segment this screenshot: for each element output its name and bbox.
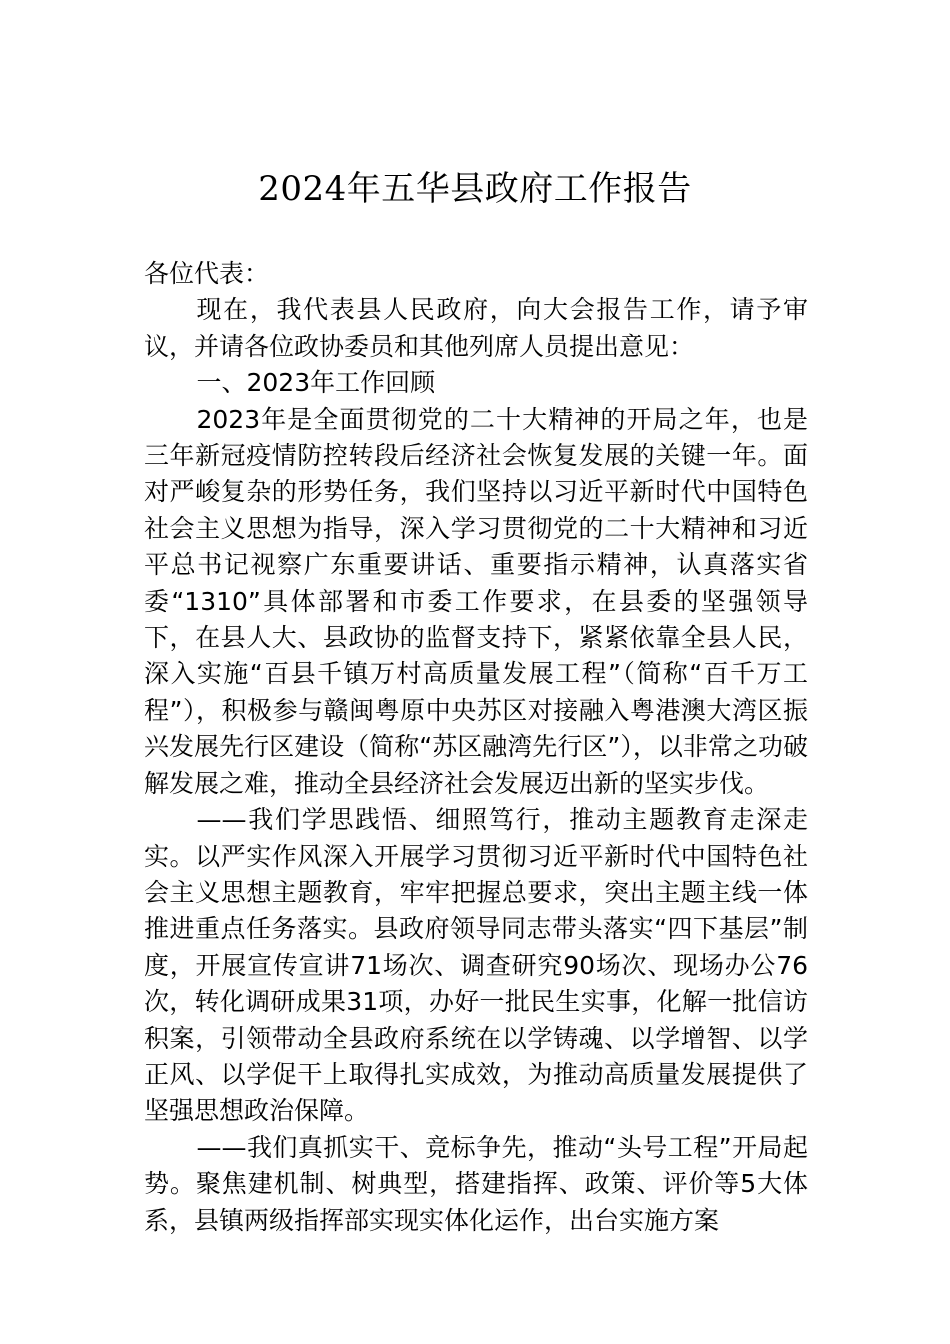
document-body [144,256,808,1239]
theme-education-paragraph: ——我们学思践悟、细照笃行，推动主题教育走深走实。以严实作风深入开展学习贯彻习近平新时代中国特色社会主义思想主题教育，牢牢把握总要求，突出主题主线一体推进重点任务落实。县政府领导同志带头落实“四下基层”制度，开展宣传宣讲71场次、调查研究90场次、现场办公76次，转化调研成果31项，办好一批民生实事，化解一批信访积案，引领带动全县政府系统在以学铸魂、以学增智、以学正风、以学促干上取得扎实成效，为推动高质量发展提供了坚强思想政治保障。 [144,805,808,1126]
overview-paragraph: 2023年是全面贯彻党的二十大精神的开局之年，也是三年新冠疫情防控转段后经济社会恢复发展的关键一年。面对严峻复杂的形势任务，我们坚持以习近平新时代中国特色社会主义思想为指导，深入学习贯彻党的二十大精神和习近平总书记视察广东重要讲话、重要指示精神，认真落实省委“1310”具体部署和市委工作要求，在县委的坚强领导下，在县人大、县政协的监督支持下，紧紧依靠全县人民，深入实施“百县千镇万村高质量发展工程”（简称“百千万工程”），积极参与赣闽粤原中央苏区对接融入粤港澳大湾区振兴发展先行区建设（简称“苏区融湾先行区”），以非常之功破解发展之难，推动全县经济社会发展迈出新的坚实步伐。 [144,404,808,798]
section-heading: 一、2023年工作回顾 [196,368,436,398]
document-title: 2024年五华县政府工作报告 [258,169,692,209]
intro-paragraph: 现在，我代表县人民政府，向大会报告工作，请予审议，并请各位政协委员和其他列席人员提出意见： [144,295,808,361]
headline-project-paragraph: ——我们真抓实干、竞标争先，推动“头号工程”开局起势。聚焦建机制、树典型，搭建指挥、政策、评价等5大体系，县镇两级指挥部实现实体化运作，出台实施方案 [144,1132,808,1235]
salutation: 各位代表： [144,259,270,288]
